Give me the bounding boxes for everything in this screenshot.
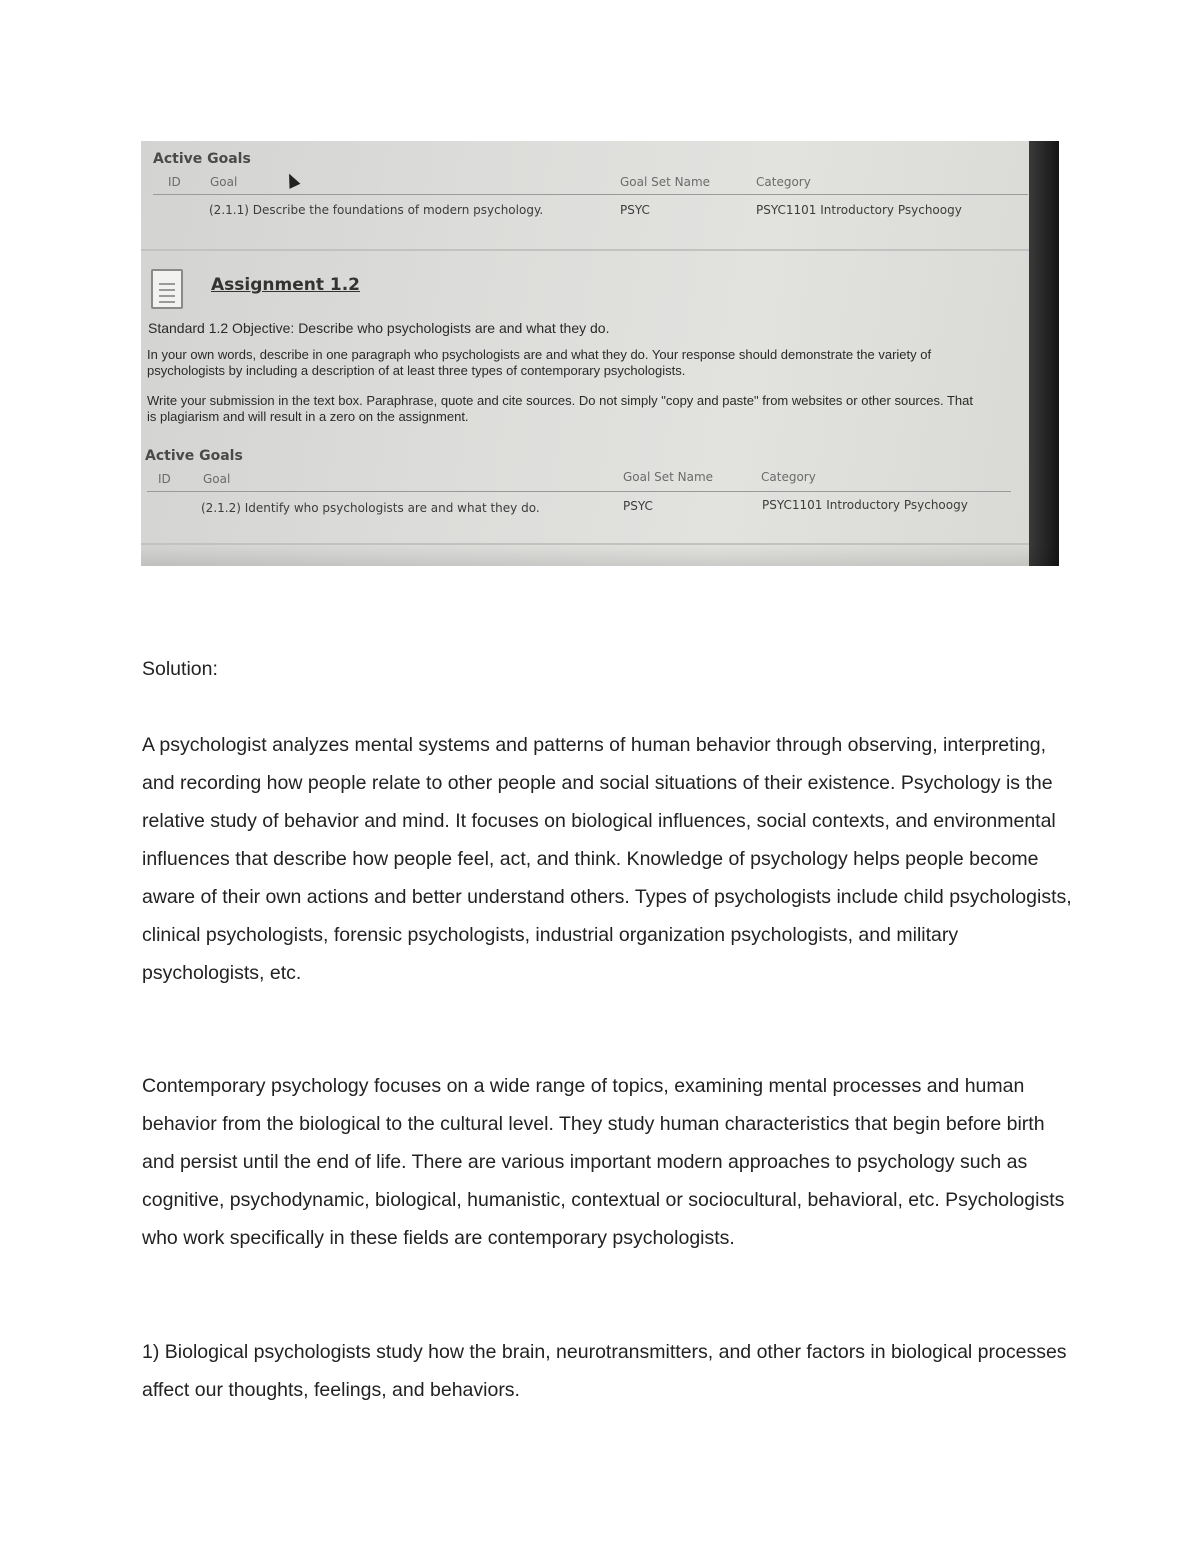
assignment-photo [141,141,1059,566]
table-bottom-rule [141,543,1029,545]
goal-cell: (2.1.1) Describe the foundations of modern psychology. [209,203,544,217]
photo-shadow [141,544,1059,566]
active-goals-heading: Active Goals [153,151,251,167]
column-category-2: Category [761,470,816,484]
column-id-2: ID [158,472,171,486]
category-cell: PSYC1101 Introductory Psychoogy [756,203,962,217]
column-goal-2: Goal [203,472,231,486]
section-divider [141,249,1029,251]
paragraph-biological-psychologists: 1) Biological psychologists study how the brain, neurotransmitters, and other factors in biological processes affect our thoughts, feelings, and behaviors. [142,1341,1067,1401]
table-header-rule [153,194,1028,195]
goal-set-cell-2: PSYC [623,499,653,513]
column-goal: Goal [210,175,238,189]
column-id: ID [168,175,181,189]
document-icon [151,269,183,309]
column-goal-set-name: Goal Set Name [620,175,711,189]
active-goals-heading-2: Active Goals [145,448,243,464]
paragraph-contemporary-psychology: Contemporary psychology focuses on a wide range of topics, examining mental processes and human behavior from the biological to the cultural level. They study human characteristics that begin before birth and persist until the end of life. There are various important modern approaches to psychology such as cognitive, psychodynamic, biological, humanistic, contextual or sociocultural, behavioral, etc. Psychologists who work specifically in these fields are contemporary psychologists. [142,1075,1065,1249]
table-header-rule-2 [147,491,1011,492]
screen-bezel [1029,141,1059,566]
submission-instructions: Write your submission in the text box. Paraphrase, quote and cite sources. Do not simply "copy and paste" from websites or other sources. That is plagiarism and will result in a zero on the assignment. [147,393,973,424]
goal-cell-2: (2.1.2) Identify who psychologists are and what they do. [201,501,540,515]
category-cell-2: PSYC1101 Introductory Psychoogy [762,498,968,512]
mouse-cursor-icon [284,171,301,189]
assignment-title-link[interactable]: Assignment 1.2 [211,275,360,295]
goal-set-cell: PSYC [620,203,650,217]
assignment-objective: Standard 1.2 Objective: Describe who psychologists are and what they do. [148,320,610,336]
assignment-instructions: In your own words, describe in one paragraph who psychologists are and what they do. Your response should demonstrate the variety of psychologists by including a description of at least three types of contemporary psychologists. [147,347,932,378]
solution-label: Solution: [142,658,218,680]
column-goal-set-name-2: Goal Set Name [623,470,714,484]
column-category: Category [756,175,811,189]
paragraph-psychologist-definition: A psychologist analyzes mental systems and patterns of human behavior through observing, interpreting, and recording how people relate to other people and social situations of their existence. Psychology is the relative study of behavior and mind. It focuses on biological influences, social contexts, and environmental influences that describe how people feel, act, and think. Knowledge of psychology helps people become aware of their own actions and better understand others. Types of psychologists include child psychologists, clinical psychologists, forensic psychologists, industrial organization psychologists, and military psychologists, etc. [142,734,1072,984]
